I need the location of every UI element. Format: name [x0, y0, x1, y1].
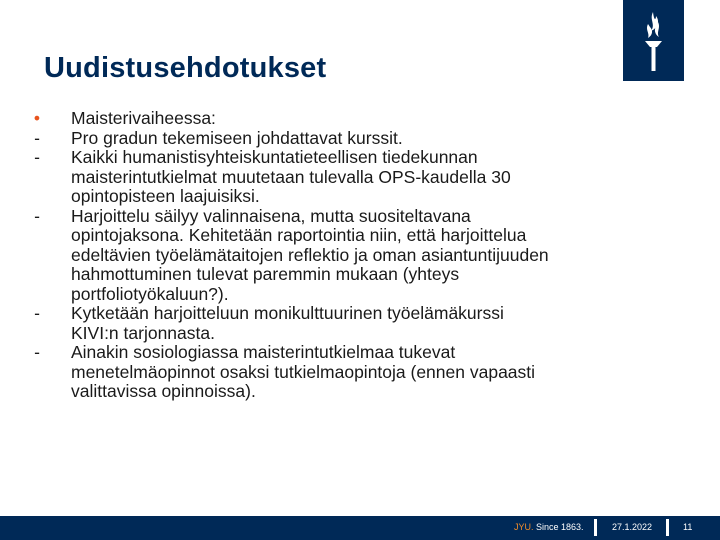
- slide-title: Uudistusehdotukset: [44, 52, 327, 84]
- bullet-marker: -: [34, 127, 40, 148]
- bullet-text-line: Kaikki humanistisyhteiskuntatieteellisen tiedekunnan: [71, 147, 478, 167]
- footer-bar: [0, 516, 720, 540]
- bullet-item: [30, 304, 670, 343]
- bullet-item: [30, 148, 670, 207]
- bullet-text-line: Harjoittelu säilyy valinnaisena, mutta suositeltavana: [71, 205, 471, 226]
- bullet-text-line: maisterintutkielmat muutetaan tulevalla OPS-kaudella 30: [71, 166, 511, 187]
- university-logo: [623, 0, 684, 81]
- bullet-marker: -: [34, 303, 40, 323]
- bullet-item: [30, 207, 670, 305]
- bullet-item: [30, 129, 670, 149]
- bullet-list: [30, 109, 670, 402]
- torch-icon: [623, 0, 684, 81]
- bullet-text-line: opintopisteen laajuisiksi.: [71, 186, 260, 206]
- bullet-text-line: Pro gradun tekemiseen johdattavat kurssit.: [71, 127, 403, 148]
- footer-date: 27.1.2022: [612, 522, 653, 532]
- bullet-marker: -: [34, 342, 40, 362]
- bullet-marker: •: [33, 108, 41, 128]
- bullet-text-line: portfoliotyökaluun?).: [71, 283, 229, 304]
- bullet-marker: -: [34, 147, 40, 167]
- bullet-text-line: opintojaksona. Kehitetään raportointia niin, että harjoittelua: [71, 225, 527, 245]
- bullet-text-line: Maisterivaiheessa:: [71, 108, 216, 128]
- page-number: 11: [683, 522, 693, 532]
- footer-org: JYU.: [514, 522, 534, 532]
- bullet-marker: -: [34, 205, 40, 226]
- bullet-text-line: menetelmäopinnot osaksi tutkielmaopintoja (ennen vapaasti: [71, 361, 536, 382]
- bullet-text-line: Kytketään harjoitteluun monikulttuurinen työelämäkurssi: [71, 303, 504, 323]
- bullet-text-line: KIVI:n tarjonnasta.: [71, 322, 215, 343]
- bullet-text-line: valittavissa opinnoissa).: [71, 381, 256, 401]
- bullet-item: [30, 109, 670, 129]
- bullet-item: [30, 343, 670, 402]
- footer-separator: [594, 519, 597, 536]
- bullet-text-line: edeltävien työelämätaitojen reflektio ja oman asiantuntijuuden: [71, 244, 549, 265]
- bullet-text-line: Ainakin sosiologiassa maisterintutkielmaa tukevat: [71, 342, 456, 362]
- bullet-text-line: hahmottuminen tulevat paremmin mukaan (yhteys: [71, 264, 460, 284]
- footer-since: Since 1863.: [536, 522, 584, 532]
- footer-separator: [666, 519, 669, 536]
